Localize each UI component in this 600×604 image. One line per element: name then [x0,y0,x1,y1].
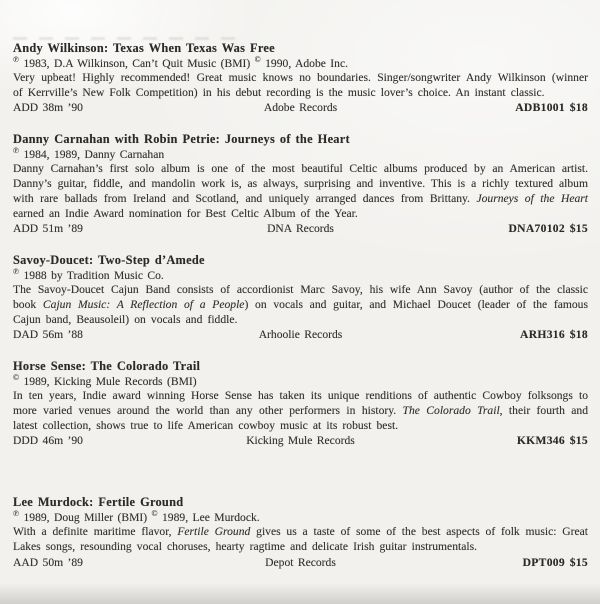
catalog-entry-lee-murdock [13,495,588,569]
copyright-line: ℗ 1989, Doug Miller (BMI) © 1989, Lee Murdock. [13,509,260,525]
catalog-entry-andy-wilkinson [13,41,588,115]
copyright-line: ℗ 1988 by Tradition Music Co. [13,267,164,283]
copyright-line: © 1989, Kicking Mule Records (BMI) [13,373,197,389]
scan-cutoff-text-remnant [13,37,243,40]
review-text: The Savoy-Doucet Cajun Band consists of accordionist Marc Savoy, his wife Ann Savoy (author of the classic book Cajun Music: A Reflection of a People) on vocals and guitar, and Michael Doucet (leader of the famous Cajun band, Beausoleil) on vocals and fiddle. [13,283,588,326]
entry-meta-row [13,433,588,448]
catalog-number-price: DPT009 $15 [522,555,588,569]
format-duration: DAD 56m ’88 [13,328,83,342]
entry-meta-row [13,327,588,342]
entry-meta-row [13,100,588,115]
format-duration: AAD 50m ’89 [13,555,83,569]
entry-meta-row [13,555,588,570]
record-label: Arhoolie Records [258,328,343,342]
review-text: In ten years, Indie award winning Horse Sense has taken its unique renditions of authentic Cowboy folksongs to more varied venues around the world than any other performers in history. The Colorado Trail, their fourth and latest collection, shows true to life American cowboy music at its robust best. [13,389,588,432]
record-label: DNA Records [267,222,334,236]
entry-meta-row [13,221,588,236]
copyright-line: ℗ 1984, 1989, Danny Carnahan [13,146,165,162]
review-text: Danny Carnahan’s first solo album is one of the most beautiful Celtic albums produced by an American artist. Danny’s guitar, fiddle, and mandolin work is, as always, surprising and inventive. This is a richly textured album with rare ballads from Ireland and Scotland, and uniquely arranged dances from Brittany. Journeys of the Heart earned an Indie Award nomination for Best Celtic Album of the Year. [13,162,588,220]
album-title: Lee Murdock: Fertile Ground [13,495,184,510]
record-label: Adobe Records [263,101,338,115]
album-title: Danny Carnahan with Robin Petrie: Journeys of the Heart [13,132,350,147]
review-text: Very upbeat! Highly recommended! Great music knows no boundaries. Singer/songwriter Andy Wilkinson (winner of Kerrville’s New Folk Competition) in his debut recording is the music lover’s choice. An instant classic. [13,71,588,99]
catalog-number-price: ADB1001 $18 [515,101,588,115]
album-title: Horse Sense: The Colorado Trail [13,359,201,374]
catalog-entry-savoy-doucet [13,253,588,342]
record-label: Kicking Mule Records [246,434,355,448]
format-duration: DDD 46m ’90 [13,434,83,448]
copyright-line: ℗ 1983, D.A Wilkinson, Can’t Quit Music (BMI) © 1990, Adobe Inc. [13,55,348,70]
album-title: Savoy-Doucet: Two-Step d’Amede [13,253,205,268]
format-duration: ADD 51m ’89 [13,222,83,236]
catalog-entry-danny-carnahan [13,132,588,236]
format-duration: ADD 38m ’90 [13,101,83,115]
album-title: Andy Wilkinson: Texas When Texas Was Free [13,41,275,55]
catalog-number-price: KKM346 $15 [516,434,588,448]
review-text: With a definite maritime flavor, Fertile Ground gives us a taste of some of the best aspects of folk music: Great Lakes songs, resounding vocal choruses, hearty ragtime and delicate Irish guitar instrumentals. [13,525,588,554]
catalog-number-price: DNA70102 $15 [508,222,588,236]
catalog-number-price: ARH316 $18 [520,328,588,342]
record-label: Depot Records [265,555,336,569]
catalog-entry-horse-sense [13,359,588,448]
